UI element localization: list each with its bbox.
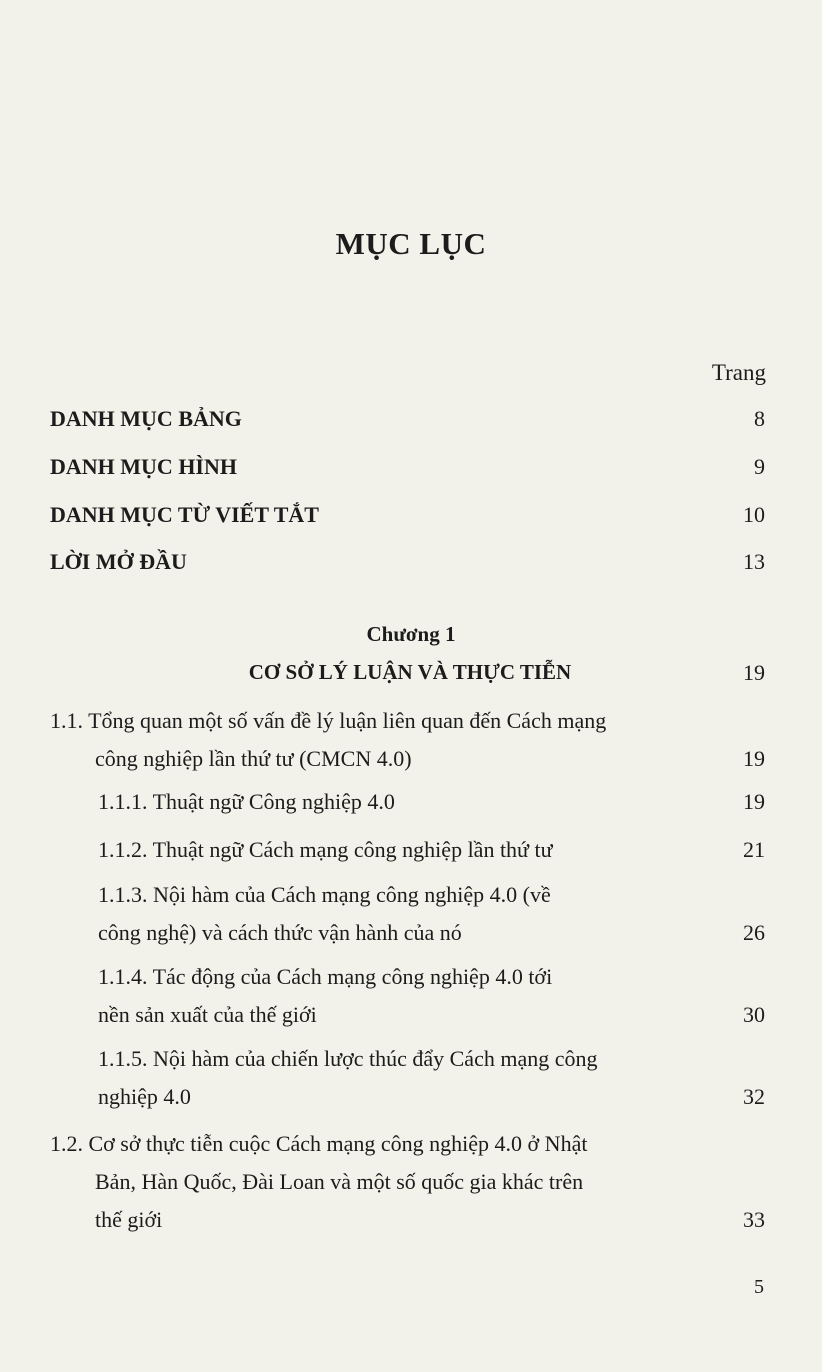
toc-entry-line: nền sản xuất của thế giới xyxy=(98,1002,317,1027)
toc-entry-page: 33 xyxy=(743,1207,765,1232)
toc-entry-line: 1.1.1. Thuật ngữ Công nghiệp 4.0 xyxy=(98,789,395,814)
chapter-title: CƠ SỞ LÝ LUẬN VÀ THỰC TIỄN xyxy=(248,660,572,684)
toc-entry-line: 1.1.3. Nội hàm của Cách mạng công nghiệp 4.0 (về xyxy=(98,882,551,907)
toc-item-label: DANH MỤC BẢNG xyxy=(50,406,242,431)
toc-entry-text xyxy=(98,876,690,952)
toc-entry-line: thế giới xyxy=(95,1207,163,1232)
toc-item-label: LỜI MỞ ĐẦU xyxy=(50,549,187,574)
toc-entry-page: 32 xyxy=(743,1084,765,1109)
toc-entry-page: 30 xyxy=(743,1002,765,1027)
toc-entry-line: công nghệ) và cách thức vận hành của nó xyxy=(98,920,462,945)
toc-entry-page: 19 xyxy=(743,746,765,771)
toc-item-page: 10 xyxy=(743,502,765,527)
page-number: 5 xyxy=(754,1276,764,1298)
toc-item-page: 13 xyxy=(743,549,765,574)
toc-entry-text xyxy=(98,958,690,1034)
toc-item-page: 9 xyxy=(754,454,765,479)
toc-entry-line: 1.1.4. Tác động của Cách mạng công nghiệp 4.0 tới xyxy=(98,964,553,989)
toc-entry-line: công nghiệp lần thứ tư (CMCN 4.0) xyxy=(95,746,412,771)
toc-entry-line: 1.2. Cơ sở thực tiễn cuộc Cách mạng công nghiệp 4.0 ở Nhật xyxy=(50,1131,588,1156)
toc-entry-text xyxy=(50,702,690,778)
toc-entry-page: 21 xyxy=(743,837,765,862)
toc-entry-line: 1.1.2. Thuật ngữ Cách mạng công nghiệp lần thứ tư xyxy=(98,837,553,862)
chapter-page: 19 xyxy=(743,660,765,685)
toc-entry-text xyxy=(98,1040,690,1116)
toc-entry-line: 1.1. Tổng quan một số vấn đề lý luận liên quan đến Cách mạng xyxy=(50,708,607,733)
toc-entry-line: Bản, Hàn Quốc, Đài Loan và một số quốc gia khác trên xyxy=(95,1169,584,1194)
toc-item-page: 8 xyxy=(754,406,765,431)
page-column-header: Trang xyxy=(711,360,766,385)
toc-entry-text xyxy=(98,783,690,821)
toc-entry-text xyxy=(98,831,690,869)
toc-entry-text xyxy=(50,1125,690,1239)
toc-item-label: DANH MỤC TỪ VIẾT TẮT xyxy=(50,502,319,527)
toc-item-label: DANH MỤC HÌNH xyxy=(50,454,237,479)
page-title: MỤC LỤC xyxy=(335,226,487,261)
chapter-label: Chương 1 xyxy=(366,622,456,646)
toc-entry-page: 19 xyxy=(743,789,765,814)
toc-entry-line: nghiệp 4.0 xyxy=(98,1084,191,1109)
toc-entry-line: 1.1.5. Nội hàm của chiến lược thúc đẩy Cách mạng công xyxy=(98,1046,598,1071)
toc-entry-page: 26 xyxy=(743,920,765,945)
